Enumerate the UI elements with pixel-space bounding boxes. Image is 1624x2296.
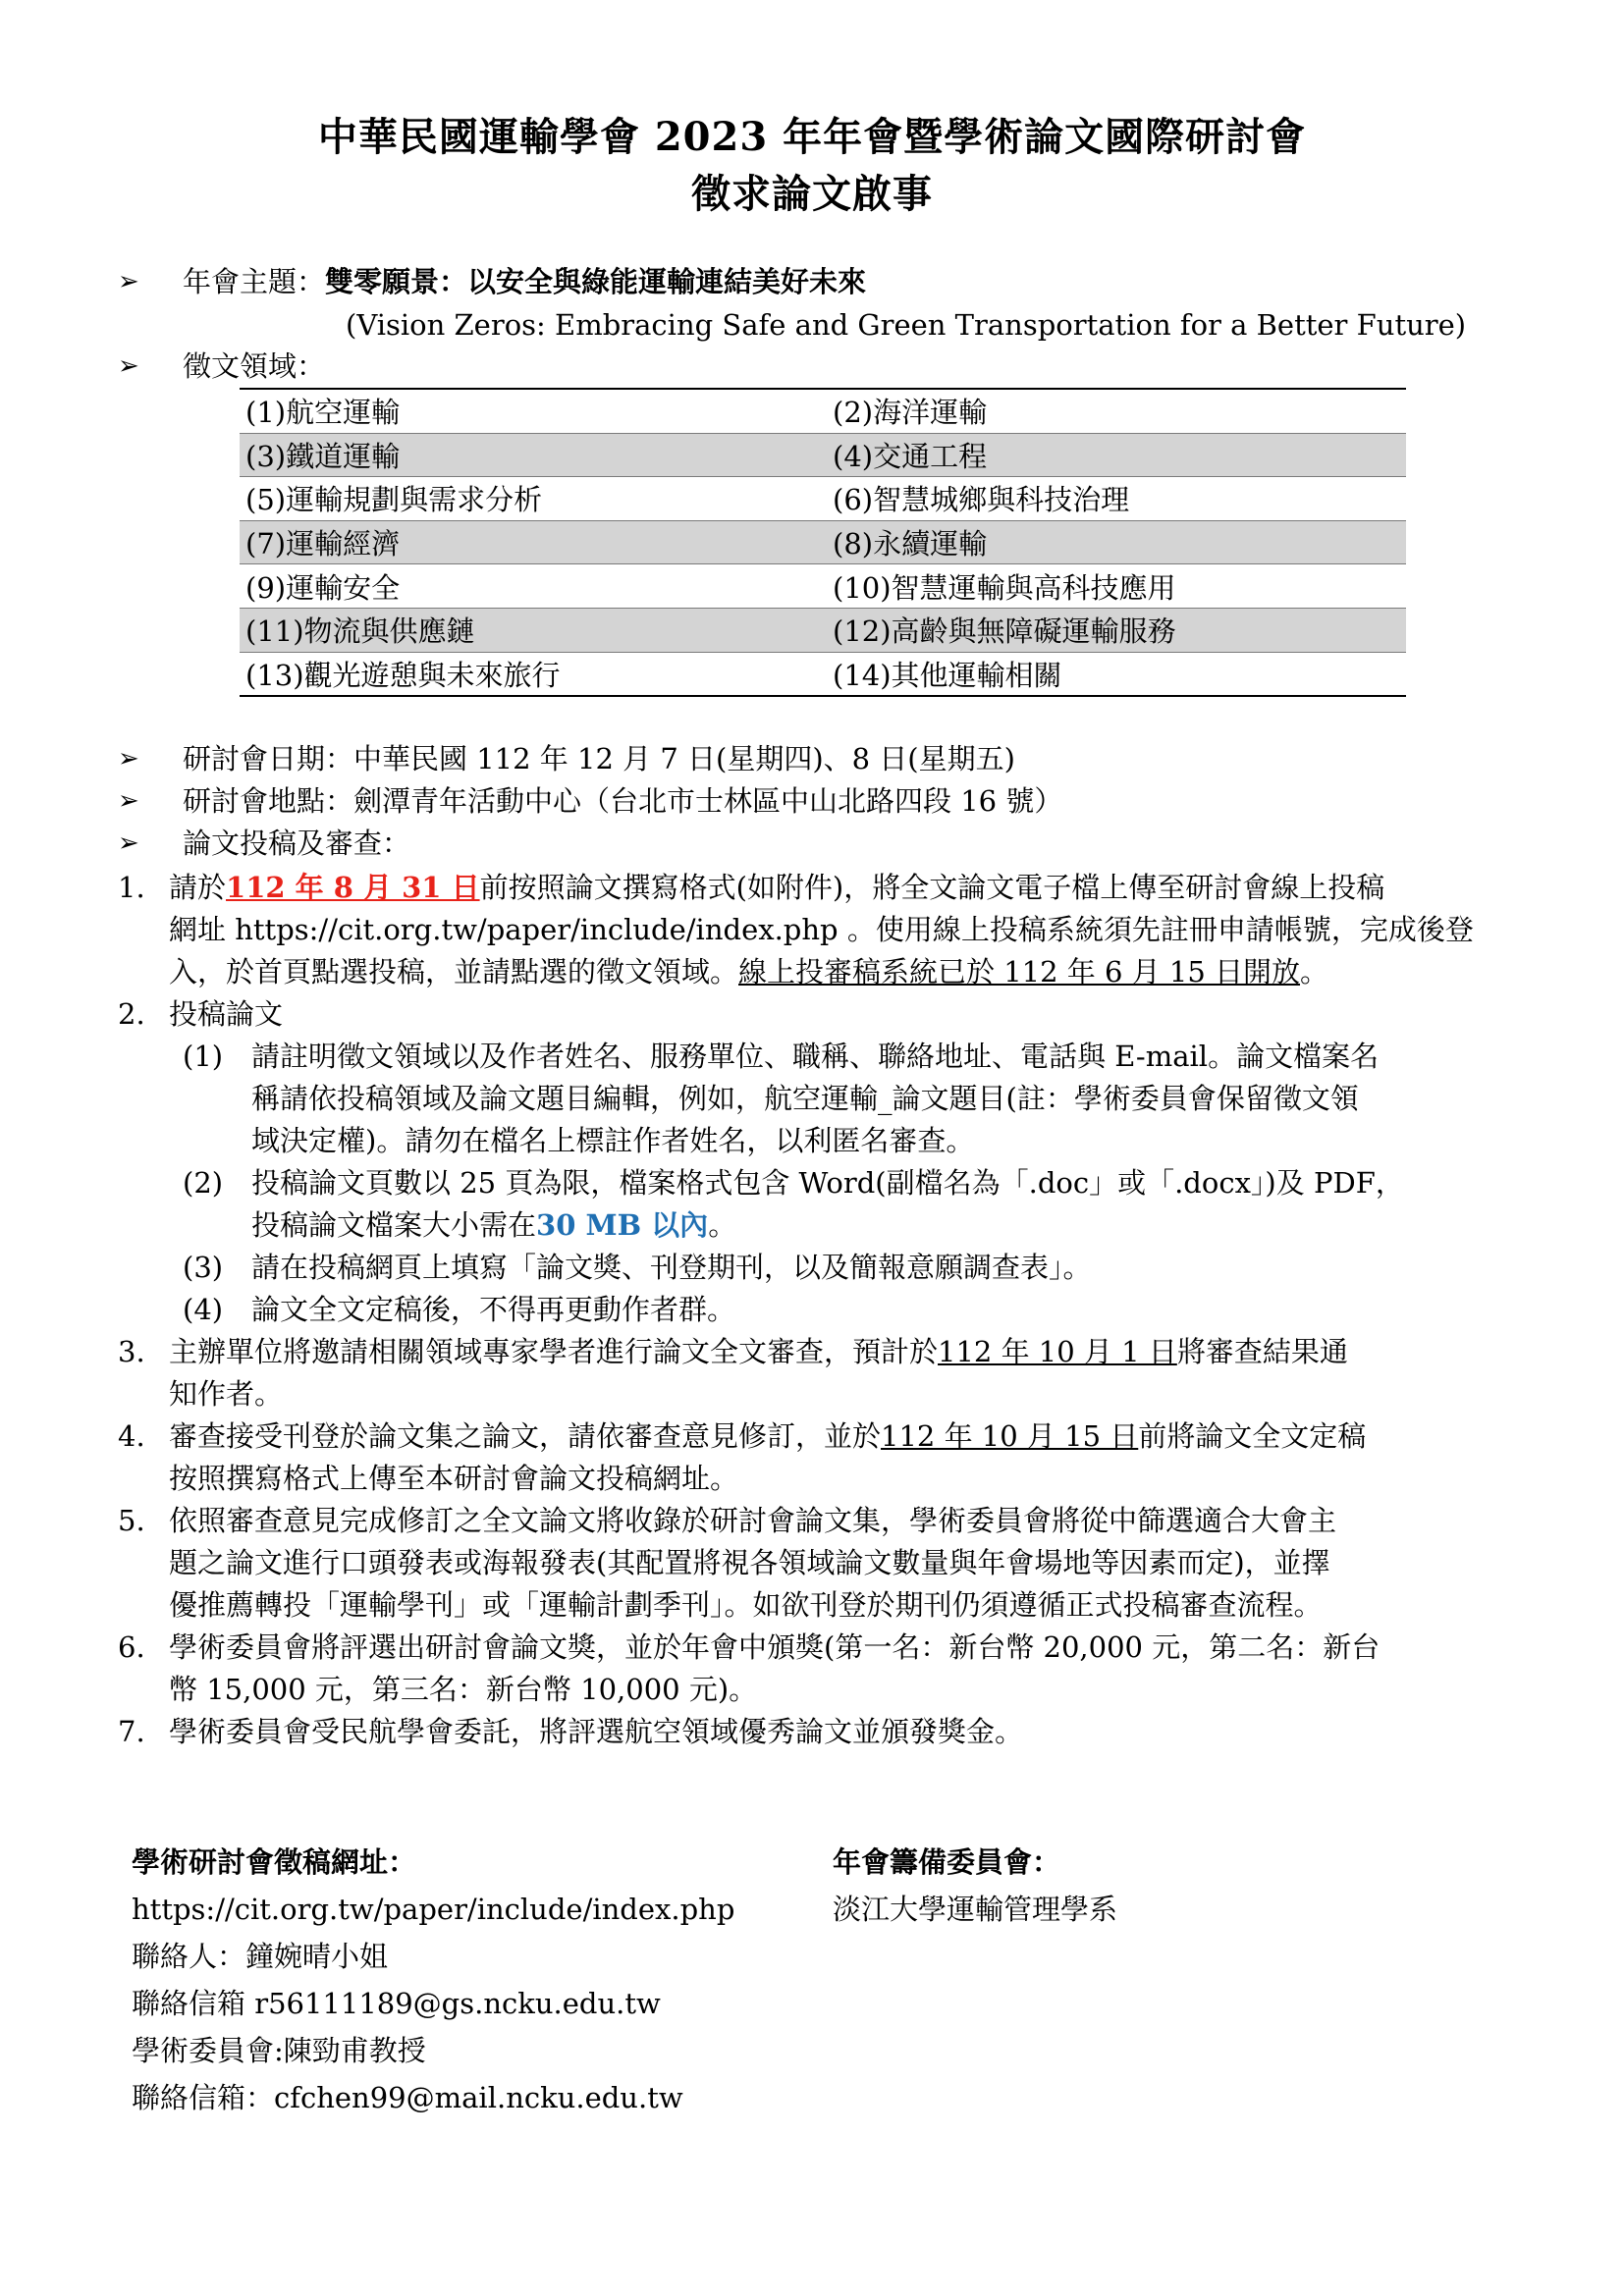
- subitem-4: 論文全文定稿後，不得再更動作者群。: [251, 1293, 736, 1326]
- bullet-arrow-icon: ➢: [118, 828, 139, 858]
- field-cell: (11)物流與供應鏈: [240, 608, 827, 652]
- fields-row: [240, 652, 1406, 696]
- theme-value: 雙零願景：以安全與綠能運輸連結美好未來: [325, 265, 867, 298]
- item-number: 7.: [118, 1715, 145, 1748]
- field-cell: (10)智慧運輸與高科技應用: [833, 570, 1176, 605]
- fields-row: [240, 564, 1406, 609]
- field-cell: (6)智慧城鄉與科技治理: [833, 483, 1130, 517]
- field-cell: (8)永續運輸: [827, 520, 1406, 564]
- fields-label: 徵文領域：: [183, 349, 326, 383]
- item-5-line-2: 題之論文進行口頭發表或海報發表(其配置將視各領域論文數量與年會場地等因素而定)，並擇: [169, 1546, 1330, 1579]
- field-cell: (7)運輸經濟: [240, 520, 827, 564]
- field-cell: (2)海洋運輸: [833, 396, 988, 430]
- item-number: 5.: [118, 1504, 145, 1537]
- theme-english: (Vision Zeros: Embracing Safe and Green Transportation for a Better Future): [346, 308, 1467, 342]
- bullet-arrow-icon: ➢: [118, 744, 139, 774]
- fields-row: [240, 520, 1406, 564]
- contact-email-2[interactable]: 聯絡信箱：cfchen99@mail.ncku.edu.tw: [132, 2081, 683, 2114]
- item-6-line-1: 學術委員會將評選出研討會論文獎，並於年會中頒獎(第一名：新台幣 20,000 元，第二名：新台: [169, 1630, 1380, 1664]
- subitem-number: (2): [183, 1166, 224, 1200]
- theme-line: [183, 265, 866, 298]
- review-result-date: 112 年 10 月 1 日: [938, 1335, 1177, 1368]
- subitem-1-line-2: 稱請依投稿領域及論文題目編輯，例如，航空運輸_論文題目(註：學術委員會保留徵文領: [251, 1082, 1359, 1115]
- item-5-line-1: 依照審查意見完成修訂之全文論文將收錄於研討會論文集，學術委員會將從中篩選適合大會主: [169, 1504, 1337, 1537]
- item-1-line-3: 入，於首頁點選投稿，並請點選的徵文領域。線上投審稿系統已於 112 年 6 月 15 日開放。: [169, 955, 1329, 988]
- item-5-line-3: 優推薦轉投「運輸學刊」或「運輸計劃季刊」。如欲刊登於期刊仍須遵循正式投稿審查流程。: [169, 1588, 1323, 1622]
- item-3-line-1: 主辦單位將邀請相關領域專家學者進行論文全文審查，預計於112 年 10 月 1 日將審查結果通: [169, 1335, 1348, 1368]
- item-number: 6.: [118, 1630, 145, 1664]
- field-cell: (14)其他運輸相關: [833, 658, 1062, 692]
- conference-venue: 研討會地點：劍潭青年活動中心（台北市士林區中山北路四段 16 號）: [183, 784, 1063, 818]
- item-7: 學術委員會受民航學會委託，將評選航空領域優秀論文並頒發獎金。: [169, 1715, 1024, 1748]
- field-cell: (4)交通工程: [827, 433, 1406, 477]
- field-cell: (5)運輸規劃與需求分析: [245, 483, 543, 517]
- field-cell: (1)航空運輸: [245, 396, 401, 430]
- organizer-heading: 年會籌備委員會：: [833, 1845, 1061, 1879]
- item-2-heading: 投稿論文: [169, 997, 284, 1031]
- contact-heading: 學術研討會徵稿網址：: [132, 1845, 417, 1879]
- page-subtitle: 徵求論文啟事: [691, 171, 933, 217]
- subitem-2-line-1: 投稿論文頁數以 25 頁為限，檔案格式包含 Word(副檔名為「.doc」或「.docx」)及 PDF，: [251, 1166, 1404, 1200]
- field-cell: (9)運輸安全: [245, 570, 401, 605]
- item-4-line-1: 審查接受刊登於論文集之論文，請依審查意見修訂，並於112 年 10 月 15 日前將論文全文定稿: [169, 1419, 1367, 1453]
- item-number: 4.: [118, 1419, 145, 1453]
- item-1-line-2: 網址 https://cit.org.tw/paper/include/index.php 。使用線上投稿系統須先註冊申請帳號，完成後登: [169, 913, 1474, 946]
- field-cell: (12)高齡與無障礙運輸服務: [827, 608, 1406, 652]
- submission-deadline: 112 年 8 月 31 日: [226, 871, 480, 904]
- organizer-name: 淡江大學運輸管理學系: [833, 1893, 1118, 1926]
- field-cell: (3)鐵道運輸: [240, 433, 827, 477]
- conference-date: 研討會日期：中華民國 112 年 12 月 7 日(星期四)、8 日(星期五): [183, 742, 1015, 775]
- fields-table: [240, 388, 1406, 697]
- item-6-line-2: 幣 15,000 元，第三名：新台幣 10,000 元)。: [169, 1673, 758, 1706]
- item-number: 3.: [118, 1335, 145, 1368]
- subitem-number: (4): [183, 1293, 224, 1326]
- subitem-3: 請在投稿網頁上填寫「論文獎、刊登期刊，以及簡報意願調查表」。: [251, 1251, 1092, 1284]
- item-3-line-2: 知作者。: [169, 1377, 284, 1411]
- fields-row: [240, 433, 1406, 477]
- subitem-1-line-3: 域決定權)。請勿在檔名上標註作者姓名，以利匿名審查。: [251, 1124, 975, 1157]
- bullet-arrow-icon: ➢: [118, 786, 139, 816]
- final-draft-date: 112 年 10 月 15 日: [881, 1419, 1139, 1453]
- page-title: 中華民國運輸學會 2023 年年會暨學術論文國際研討會: [317, 114, 1307, 160]
- fields-row: [240, 477, 1406, 521]
- item-number: 2.: [118, 997, 145, 1031]
- fields-row: [240, 389, 1406, 433]
- subitem-1-line-1: 請註明徵文領域以及作者姓名、服務單位、職稱、聯絡地址、電話與 E-mail。論文檔案名: [251, 1040, 1380, 1073]
- contact-email-1[interactable]: 聯絡信箱 r56111189@gs.ncku.edu.tw: [132, 1987, 661, 2020]
- fields-row: [240, 608, 1406, 652]
- subitem-number: (3): [183, 1251, 224, 1284]
- submission-url-link[interactable]: https://cit.org.tw/paper/include/index.php: [132, 1893, 735, 1926]
- theme-label: 年會主題：: [183, 265, 326, 298]
- bullet-arrow-icon: ➢: [118, 267, 139, 296]
- contact-person: 聯絡人：鐘婉晴小姐: [132, 1940, 389, 1973]
- subitem-2-line-2: 投稿論文檔案大小需在30 MB 以內。: [251, 1208, 737, 1242]
- system-open-notice: 線上投審稿系統已於 112 年 6 月 15 日開放: [738, 955, 1301, 988]
- item-1-line-1: 請於112 年 8 月 31 日前按照論文撰寫格式(如附件)，將全文論文電子檔上傳至研討會線上投稿: [169, 871, 1385, 904]
- item-number: 1.: [118, 871, 145, 904]
- committee-chair: 學術委員會:陳勁甫教授: [132, 2034, 426, 2067]
- item-4-line-2: 按照撰寫格式上傳至本研討會論文投稿網址。: [169, 1462, 739, 1495]
- subitem-number: (1): [183, 1040, 224, 1073]
- bullet-arrow-icon: ➢: [118, 351, 139, 381]
- field-cell: (13)觀光遊憩與未來旅行: [245, 658, 561, 692]
- submission-heading: 論文投稿及審查：: [183, 827, 411, 860]
- file-size-limit: 30 MB 以內: [536, 1208, 709, 1242]
